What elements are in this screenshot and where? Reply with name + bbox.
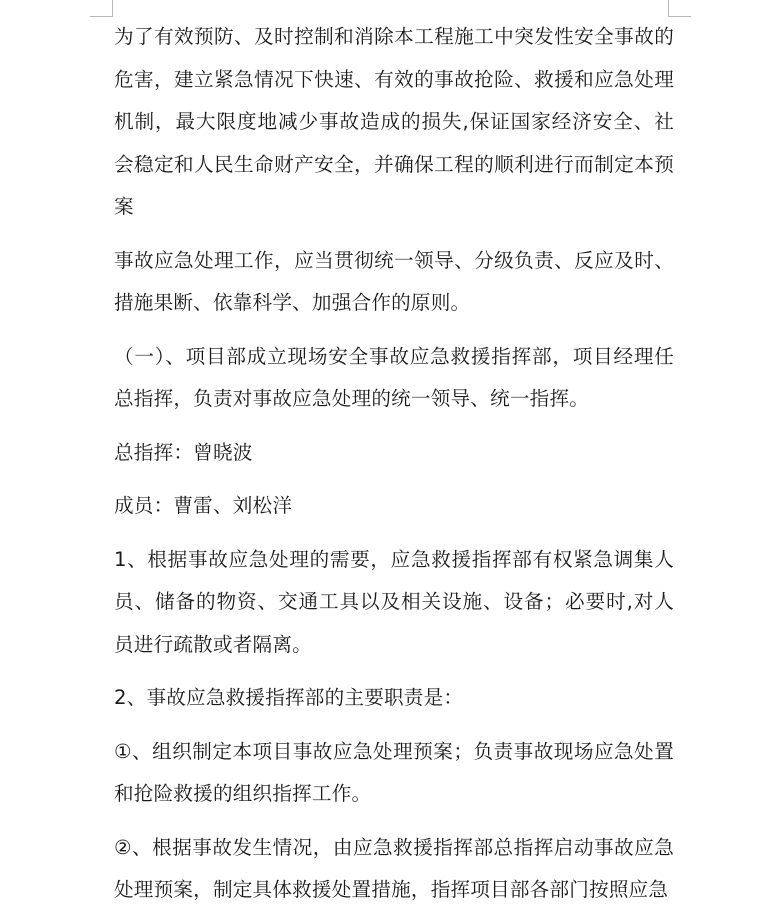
paragraph-commander: 总指挥：曾晓波 [114,440,253,464]
paragraph-duty-1: ①、组织制定本项目事故应急处理预案；负责事故现场应急处置和抢险救援的组织指挥工作。 [114,739,674,805]
paragraph-members: 成员：曹雷、刘松洋 [114,494,293,517]
page-corner-mark-right [668,0,691,17]
paragraph-item-1: 1、根据事故应急处理的需要，应急救援指挥部有权紧急调集人员、储备的物资、交通工具以及相关设施、设备；必要时,对人员进行疏散或者隔离。 [114,547,674,656]
paragraph-principles: 事故应急处理工作，应当贯彻统一领导、分级负责、反应及时、措施果断、依靠科学、加强合作的原则。 [114,248,674,314]
paragraph-purpose: 为了有效预防、及时控制和消除本工程施工中突发性安全事故的危害，建立紧急情况下快速、有效的事故抢险、救援和应急处理机制，最大限度地减少事故造成的损失,保证国家经济安全、社会稳定和人民生命财产安全，并确保工程的顺利进行而制定本预案 [114,25,674,218]
paragraph-duty-2: ②、根据事故发生情况，由应急救援指挥部总指挥启动事故应急处理预案，制定具体救援处置措施，指挥项目部各部门按照应急 [114,835,674,901]
page-corner-mark-left [90,0,113,17]
paragraph-item-2: 2、事故应急救援指挥部的主要职责是： [114,686,464,709]
document-body[interactable] [114,16,674,923]
paragraph-command-center: （一）、项目部成立现场安全事故应急救援指挥部，项目经理任总指挥，负责对事故应急处理的统一领导、统一指挥。 [114,344,674,410]
